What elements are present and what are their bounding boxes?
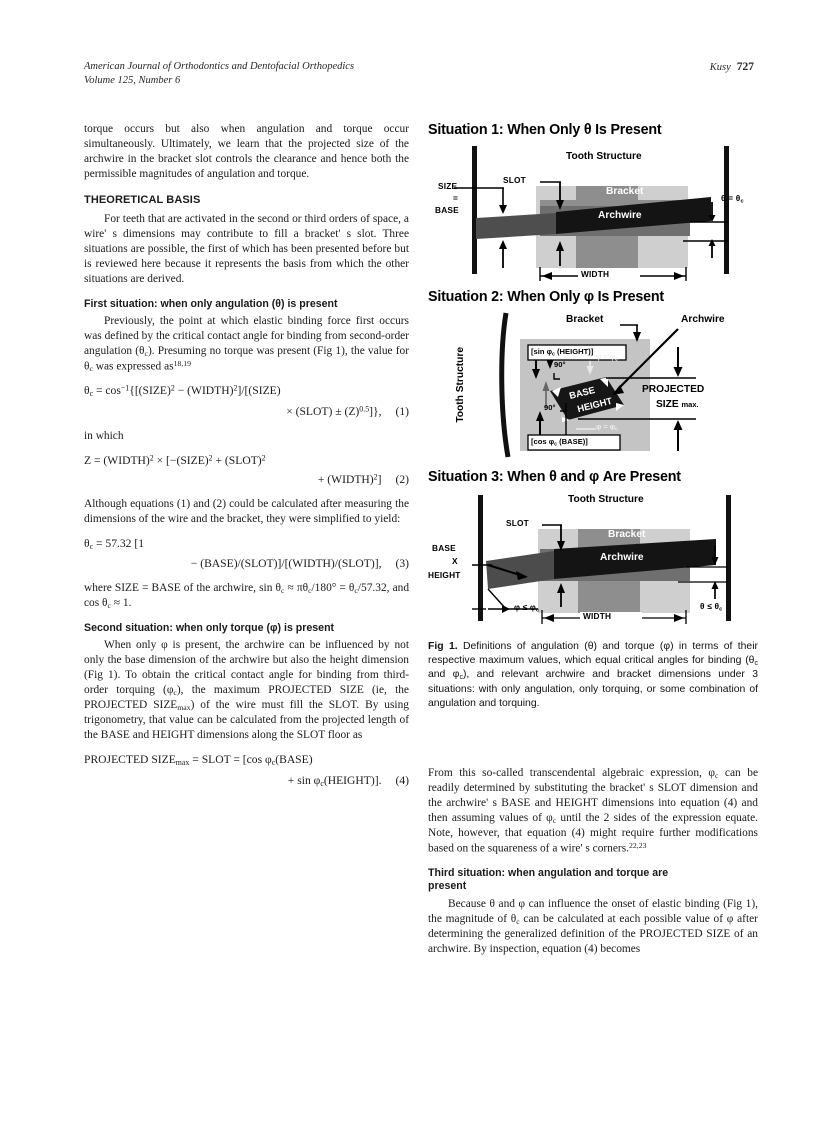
situation-1-label-tooth-structure: Tooth Structure [566, 151, 642, 162]
author-page-block [710, 60, 754, 73]
situation-3-label-width: WIDTH [583, 611, 612, 621]
situation-2-label-phi-lower: $\varphi = \varphi_c$ [596, 422, 618, 433]
figure-caption-label: Fig 1. [428, 641, 458, 652]
equation-3-line2: − (BASE)/(SLOT)]/[(WIDTH)/(SLOT)], (3) [190, 557, 409, 571]
situation-3-label-tooth-structure: Tooth Structure [568, 494, 644, 505]
equation-4-line2: + $\sin \varphi_c(HEIGHT)$]. (4) [287, 773, 409, 788]
equation-1-line2: × (SLOT) ± $(Z)^{0.5}$]}, (1) [286, 404, 409, 418]
paragraph-although: Although equations (1) and (2) could be calculated after measuring the dimensions of the wire and the bracket, they were simplified to yield: [84, 497, 409, 525]
paragraph-second-situation: When only φ is present, the archwire can be influenced by not only the base dimension of the archwire but also the height dimension (Fig 1). To obtain the critical contact angle for binding from third-order torquing $(\varphi_c)$, the maximum PROJECTED SIZE (ie, the PROJECTED $SIZE_{max}$) of the wire must fill the SLOT. By using trigonometry, that value can be calculated from the projected length of the BASE and HEIGHT dimensions along the SLOT floor as [84, 639, 409, 742]
situation-3-panel [428, 487, 758, 627]
situation-3-label-bracket: Bracket [608, 529, 646, 540]
situation-2-label-size-max: SIZE max. [656, 399, 699, 410]
equation-3-number: (3) [395, 557, 409, 571]
paragraph-where-size: where SIZE = BASE of the archwire, $\sin \theta_c \approx \pi\theta_c/180^\circ = \theta_c/57.32$, and $\cos \theta_c \approx 1$. [84, 581, 410, 610]
situation-3-label-phi-le: $\varphi \le \varphi_c$ [514, 602, 540, 614]
situation-2-label-archwire: Archwire [681, 314, 725, 325]
subheading-first-situation: First situation: when only angulation (θ) is present [84, 297, 338, 310]
situation-2-label-height: HEIGHT [576, 394, 614, 415]
situation-3-label-slot: SLOT [506, 518, 529, 528]
equation-3 [84, 536, 409, 572]
subheading-third-line1: Third situation: when angulation and torque are [428, 867, 669, 880]
journal-name: American Journal of Orthodontics and Dentofacial Orthopedics [84, 61, 355, 72]
equation-1-number: (1) [395, 404, 409, 418]
situation-3-label-archwire: Archwire [600, 552, 644, 563]
section-heading-theoretical-basis: THEORETICAL BASIS [84, 193, 201, 206]
equation-1 [84, 383, 409, 419]
situation-1-label-base: BASE [435, 205, 459, 215]
left-column [84, 122, 409, 798]
journal-volume: Volume 125, Number 6 [84, 75, 181, 87]
subheading-second-situation: Second situation: when only torque (φ) is present [84, 622, 335, 635]
situation-3-label-times: X [452, 556, 458, 566]
page-number: 727 [736, 61, 754, 73]
situation-1-label-theta-equals: $\theta = \theta_c$ [721, 193, 744, 205]
right-column [428, 766, 758, 958]
situation-2-label-cos-base: [cos $\varphi_c$ (BASE)] [531, 437, 588, 448]
situation-1-label-slot: SLOT [503, 175, 526, 185]
author-name: Kusy [709, 62, 731, 73]
figure-1 [428, 122, 758, 627]
figure-caption-text: Definitions of angulation (θ) and torque (φ) in terms of their respective maximum values, which equal critical angles for binding ($\theta_c$ and $\varphi_c$), and relevant archwire and bracket dimensions under 3 situations: with only angulation, only torquing, or some combination of angulation and torquing. [428, 641, 758, 709]
situation-1-label-equals: = [453, 193, 459, 203]
situation-3-label-base: BASE [432, 543, 456, 553]
situation-2-label-projected: PROJECTED [642, 384, 705, 395]
situation-1-label-bracket: Bracket [606, 186, 644, 197]
paragraph-third-situation: Because θ and φ can influence the onset of elastic binding (Fig 1), the magnitude of $\theta_c$ can be calculated at each possible value of φ after determining the generalized definition of the PROJECTED SIZE of an archwire. By inspection, equation (4) becomes [428, 897, 758, 955]
situation-2-title: Situation 2: When Only φ Is Present [428, 289, 664, 305]
situation-3-label-height: HEIGHT [428, 570, 461, 580]
situation-3-title: Situation 3: When θ and φ Are Present [428, 469, 681, 485]
in-which-text: in which [84, 429, 124, 442]
equation-2-number: (2) [395, 473, 409, 487]
situation-1-title: Situation 1: When Only θ Is Present [428, 122, 662, 138]
situation-2-label-angle-90-lower: 90° [544, 403, 556, 412]
figure-caption [428, 640, 758, 711]
situation-2-label-angle-90-upper: 90° [554, 360, 566, 369]
situation-2-label-base: BASE [567, 384, 596, 402]
situation-1-label-archwire: Archwire [598, 210, 642, 221]
paragraph-first-situation: Previously, the point at which elastic binding force first occurs was defined by the critical contact angle for binding from second-order angulation $(\theta_c)$. Presuming no torque was present (Fig 1), the value for $\theta_c$ was expressed as$^{18,19}$ [84, 315, 409, 374]
situation-2-label-sin-height: [sin $\varphi_c$ (HEIGHT)] [531, 347, 594, 358]
situation-2-label-phi-upper: $\varphi = \varphi_c$ [596, 352, 618, 363]
situation-1-label-width: WIDTH [581, 269, 610, 279]
situation-1-label-size: SIZE [438, 181, 458, 191]
journal-title-block [84, 60, 354, 88]
situation-2-label-tooth-structure: Tooth Structure [455, 347, 466, 423]
situation-2-panel [428, 307, 758, 465]
equation-2-line1: Z = (WIDTH)$^2$ × [−(SIZE)$^2$ + (SLOT)$^2$ [84, 453, 266, 467]
paragraph-continued: torque occurs but also when angulation and torque occur simultaneously. Ultimately, we learn that the projected size of the archwire in the bracket slot controls the clearance and hence both the permissible magnitudes of angulation and torque. [84, 123, 409, 180]
equation-3-line1: $\theta_c = 57.32$ [1 [84, 536, 145, 551]
situation-1-panel [428, 140, 758, 283]
subheading-third-line2: present [428, 880, 467, 893]
equation-2-line2: + (WIDTH)$^2$] (2) [317, 472, 409, 487]
equation-4-number: (4) [395, 773, 409, 787]
equation-4 [84, 752, 409, 789]
equation-1-line1: $\theta_c$ = $\cos^{-1}\{[(SIZE)^2$ − (WIDTH)$^2$]/[(SIZE) [84, 384, 281, 399]
paragraph-theoretical: For teeth that are activated in the second or third orders of space, a wire' s dimensions may contribute to fill a bracket' s slot. Three situations are possible, the first of which has been presented before but is reviewed here because it represents the basis from which the other situations are derived. [84, 213, 409, 285]
paragraph-from-transcendental: From this so-called transcendental algebraic expression, $\varphi_c$ can be readily determined by substituting the bracket' s SLOT dimension and the archwire' s BASE and HEIGHT dimensions into equation (4) and then assuming values of $\varphi_c$ until the 2 sides of the expression equate. Note, however, that equation (4) might require further modifications based on the squareness of a wire' s corners.$^{22,23}$ [428, 767, 758, 855]
situation-3-label-theta-le: $\theta \le \theta_c$ [700, 601, 723, 613]
subheading-third-situation [428, 867, 758, 893]
situation-2-label-bracket: Bracket [566, 314, 604, 325]
equation-4-line1: PROJECTED $SIZE_{max}$ = SLOT = [cos $\varphi_c(BASE)$ [84, 753, 313, 768]
running-head [84, 60, 754, 88]
equation-2 [84, 453, 409, 488]
